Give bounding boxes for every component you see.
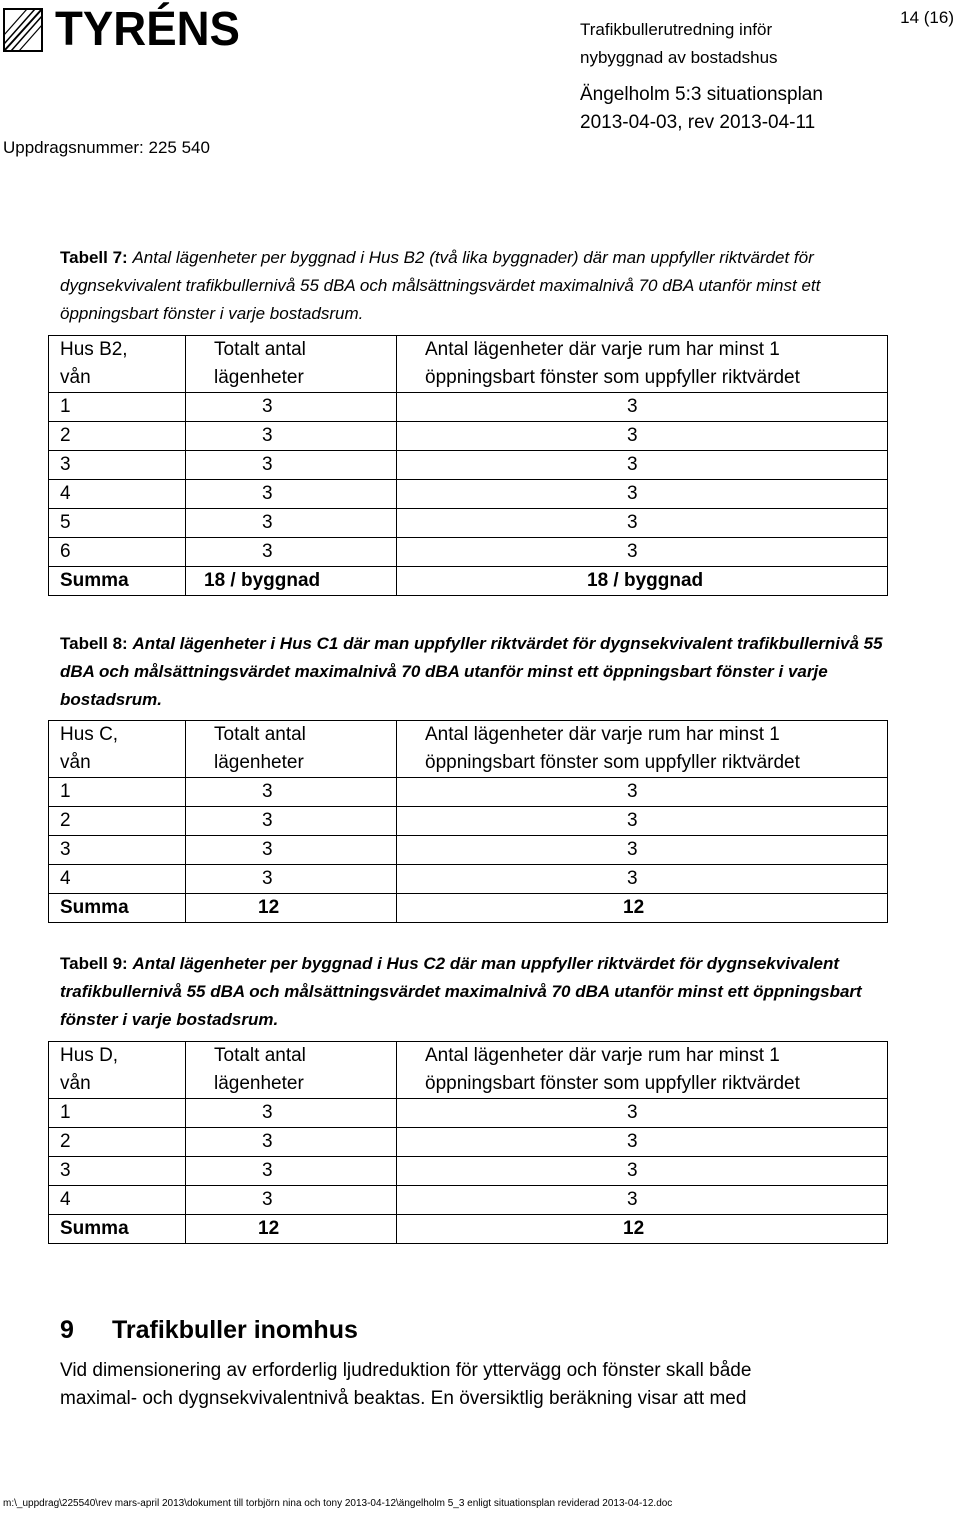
- footer-file-path: m:\_uppdrag\225540\rev mars-april 2013\dokument till torbjörn nina och tony 2013-04-12\ängelholm 5_3 enligt situationsplan reviderad 2013-04-12.doc: [3, 1498, 673, 1509]
- table-header-row: [49, 336, 888, 393]
- tyrens-logo-icon: [3, 8, 43, 52]
- table-7-caption: [60, 244, 890, 328]
- table-header-row: [49, 721, 888, 778]
- table-8: [48, 720, 888, 923]
- table-row: [49, 1099, 888, 1128]
- table-cell: 3: [186, 538, 397, 567]
- section-number: 9: [60, 1316, 74, 1344]
- header-cell-floor: Hus D, vån: [49, 1042, 186, 1099]
- table-cell: 3: [186, 1157, 397, 1186]
- table-cell: 3: [186, 393, 397, 422]
- header-date: 2013-04-03, rev 2013-04-11: [580, 112, 816, 133]
- table-cell: 3: [397, 393, 888, 422]
- table-9-caption: [60, 950, 890, 1034]
- table-7-caption-text: Antal lägenheter per byggnad i Hus B2 (två lika byggnader) där man uppfyller riktvärdet för dygnsekvivalent trafikbullernivå 55 dBA och målsättningsvärdet maximalnivå 70 dBA utanför minst ett öppningsbart fönster i varje bostadsrum.: [60, 248, 821, 323]
- table-cell: 3: [186, 1099, 397, 1128]
- table-cell: 4: [49, 480, 186, 509]
- table-cell: 3: [186, 480, 397, 509]
- table-cell: 3: [397, 807, 888, 836]
- table-row: [49, 509, 888, 538]
- table-cell: 3: [49, 451, 186, 480]
- table-row: [49, 778, 888, 807]
- logo-text: TYRÉNS: [55, 3, 240, 56]
- table-sum-row: [49, 567, 888, 596]
- header-cell-compliant: Antal lägenheter där varje rum har minst 1 öppningsbart fönster som uppfyller riktvärdet: [397, 721, 888, 778]
- table-8-caption: [60, 630, 890, 714]
- table-header-row: [49, 1042, 888, 1099]
- table-cell: 3: [186, 865, 397, 894]
- table-cell: 1: [49, 1099, 186, 1128]
- table-cell: 4: [49, 865, 186, 894]
- table-9-caption-text: Antal lägenheter per byggnad i Hus C2 där man uppfyller riktvärdet för dygnsekvivalent trafikbullernivå 55 dBA och målsättningsvärdet maximalnivå 70 dBA utanför minst ett öppningsbart fönster i varje bostadsrum.: [60, 954, 862, 1029]
- table-cell: 3: [49, 1157, 186, 1186]
- table-row: [49, 1128, 888, 1157]
- table-9-caption-label: Tabell 9:: [60, 954, 128, 973]
- section-title: Trafikbuller inomhus: [112, 1316, 358, 1344]
- table-cell: 2: [49, 1128, 186, 1157]
- table-cell: 1: [49, 778, 186, 807]
- table-7: [48, 335, 888, 596]
- table-8-caption-text: Antal lägenheter i Hus C1 där man uppfyller riktvärdet för dygnsekvivalent trafikbullernivå 55 dBA och målsättningsvärdet maximalnivå 70 dBA utanför minst ett öppningsbart fönster i varje bostadsrum.: [60, 634, 883, 709]
- table-row: [49, 807, 888, 836]
- table-sum-row: [49, 1215, 888, 1244]
- table-cell: 2: [49, 422, 186, 451]
- table-cell: 3: [186, 1186, 397, 1215]
- table-sum-row: [49, 894, 888, 923]
- header-cell-compliant: Antal lägenheter där varje rum har minst 1 öppningsbart fönster som uppfyller riktvärdet: [397, 1042, 888, 1099]
- table-cell: 3: [186, 509, 397, 538]
- table-cell: 3: [397, 480, 888, 509]
- header-cell-total: Totalt antal lägenheter: [186, 1042, 397, 1099]
- table-cell: Summa: [49, 567, 186, 596]
- table-cell: Summa: [49, 894, 186, 923]
- table-cell: 3: [397, 451, 888, 480]
- table-cell: 12: [186, 1215, 397, 1244]
- table-row: [49, 865, 888, 894]
- header-cell-floor: Hus B2, vån: [49, 336, 186, 393]
- table-cell: 3: [186, 451, 397, 480]
- table-row: [49, 422, 888, 451]
- table-cell: 3: [186, 836, 397, 865]
- table-cell: 3: [397, 1157, 888, 1186]
- table-row: [49, 836, 888, 865]
- table-cell: 3: [49, 836, 186, 865]
- header-cell-total: Totalt antal lägenheter: [186, 336, 397, 393]
- table-cell: 12: [397, 894, 888, 923]
- table-cell: 3: [186, 422, 397, 451]
- table-cell: 18 / byggnad: [397, 567, 888, 596]
- table-cell: Summa: [49, 1215, 186, 1244]
- table-8-caption-label: Tabell 8:: [60, 634, 128, 653]
- table-cell: 12: [186, 894, 397, 923]
- table-cell: 3: [397, 422, 888, 451]
- header-title-line-1: Trafikbullerutredning inför: [580, 20, 773, 39]
- table-cell: 3: [186, 778, 397, 807]
- body-line-2: maximal- och dygnsekvivalentnivå beaktas. En översiktlig beräkning visar att med: [60, 1388, 747, 1409]
- table-row: [49, 480, 888, 509]
- table-7-caption-label: Tabell 7:: [60, 248, 128, 267]
- assignment-number: Uppdragsnummer: 225 540: [3, 138, 210, 157]
- table-row: [49, 1157, 888, 1186]
- header-cell-floor: Hus C, vån: [49, 721, 186, 778]
- table-row: [49, 538, 888, 567]
- table-cell: 6: [49, 538, 186, 567]
- header-cell-total: Totalt antal lägenheter: [186, 721, 397, 778]
- table-cell: 3: [186, 807, 397, 836]
- header-title-line-2: nybyggnad av bostadshus: [580, 48, 778, 67]
- table-row: [49, 393, 888, 422]
- section-body: [60, 1357, 940, 1413]
- table-cell: 4: [49, 1186, 186, 1215]
- header-title-line-3: Ängelholm 5:3 situationsplan: [580, 84, 823, 105]
- table-cell: 3: [397, 538, 888, 567]
- table-cell: 3: [397, 1128, 888, 1157]
- body-line-1: Vid dimensionering av erforderlig ljudreduktion för yttervägg och fönster skall både: [60, 1360, 752, 1381]
- table-cell: 5: [49, 509, 186, 538]
- table-cell: 3: [397, 1186, 888, 1215]
- section-heading: [60, 1316, 358, 1345]
- table-9: [48, 1041, 888, 1244]
- table-cell: 3: [397, 778, 888, 807]
- table-cell: 2: [49, 807, 186, 836]
- table-cell: 3: [397, 509, 888, 538]
- table-cell: 3: [397, 1099, 888, 1128]
- table-row: [49, 451, 888, 480]
- table-cell: 18 / byggnad: [186, 567, 397, 596]
- table-row: [49, 1186, 888, 1215]
- table-cell: 3: [397, 865, 888, 894]
- table-cell: 3: [186, 1128, 397, 1157]
- table-cell: 3: [397, 836, 888, 865]
- table-cell: 1: [49, 393, 186, 422]
- page-number: 14 (16): [900, 8, 954, 27]
- table-cell: 12: [397, 1215, 888, 1244]
- header-cell-compliant: Antal lägenheter där varje rum har minst 1 öppningsbart fönster som uppfyller riktvärdet: [397, 336, 888, 393]
